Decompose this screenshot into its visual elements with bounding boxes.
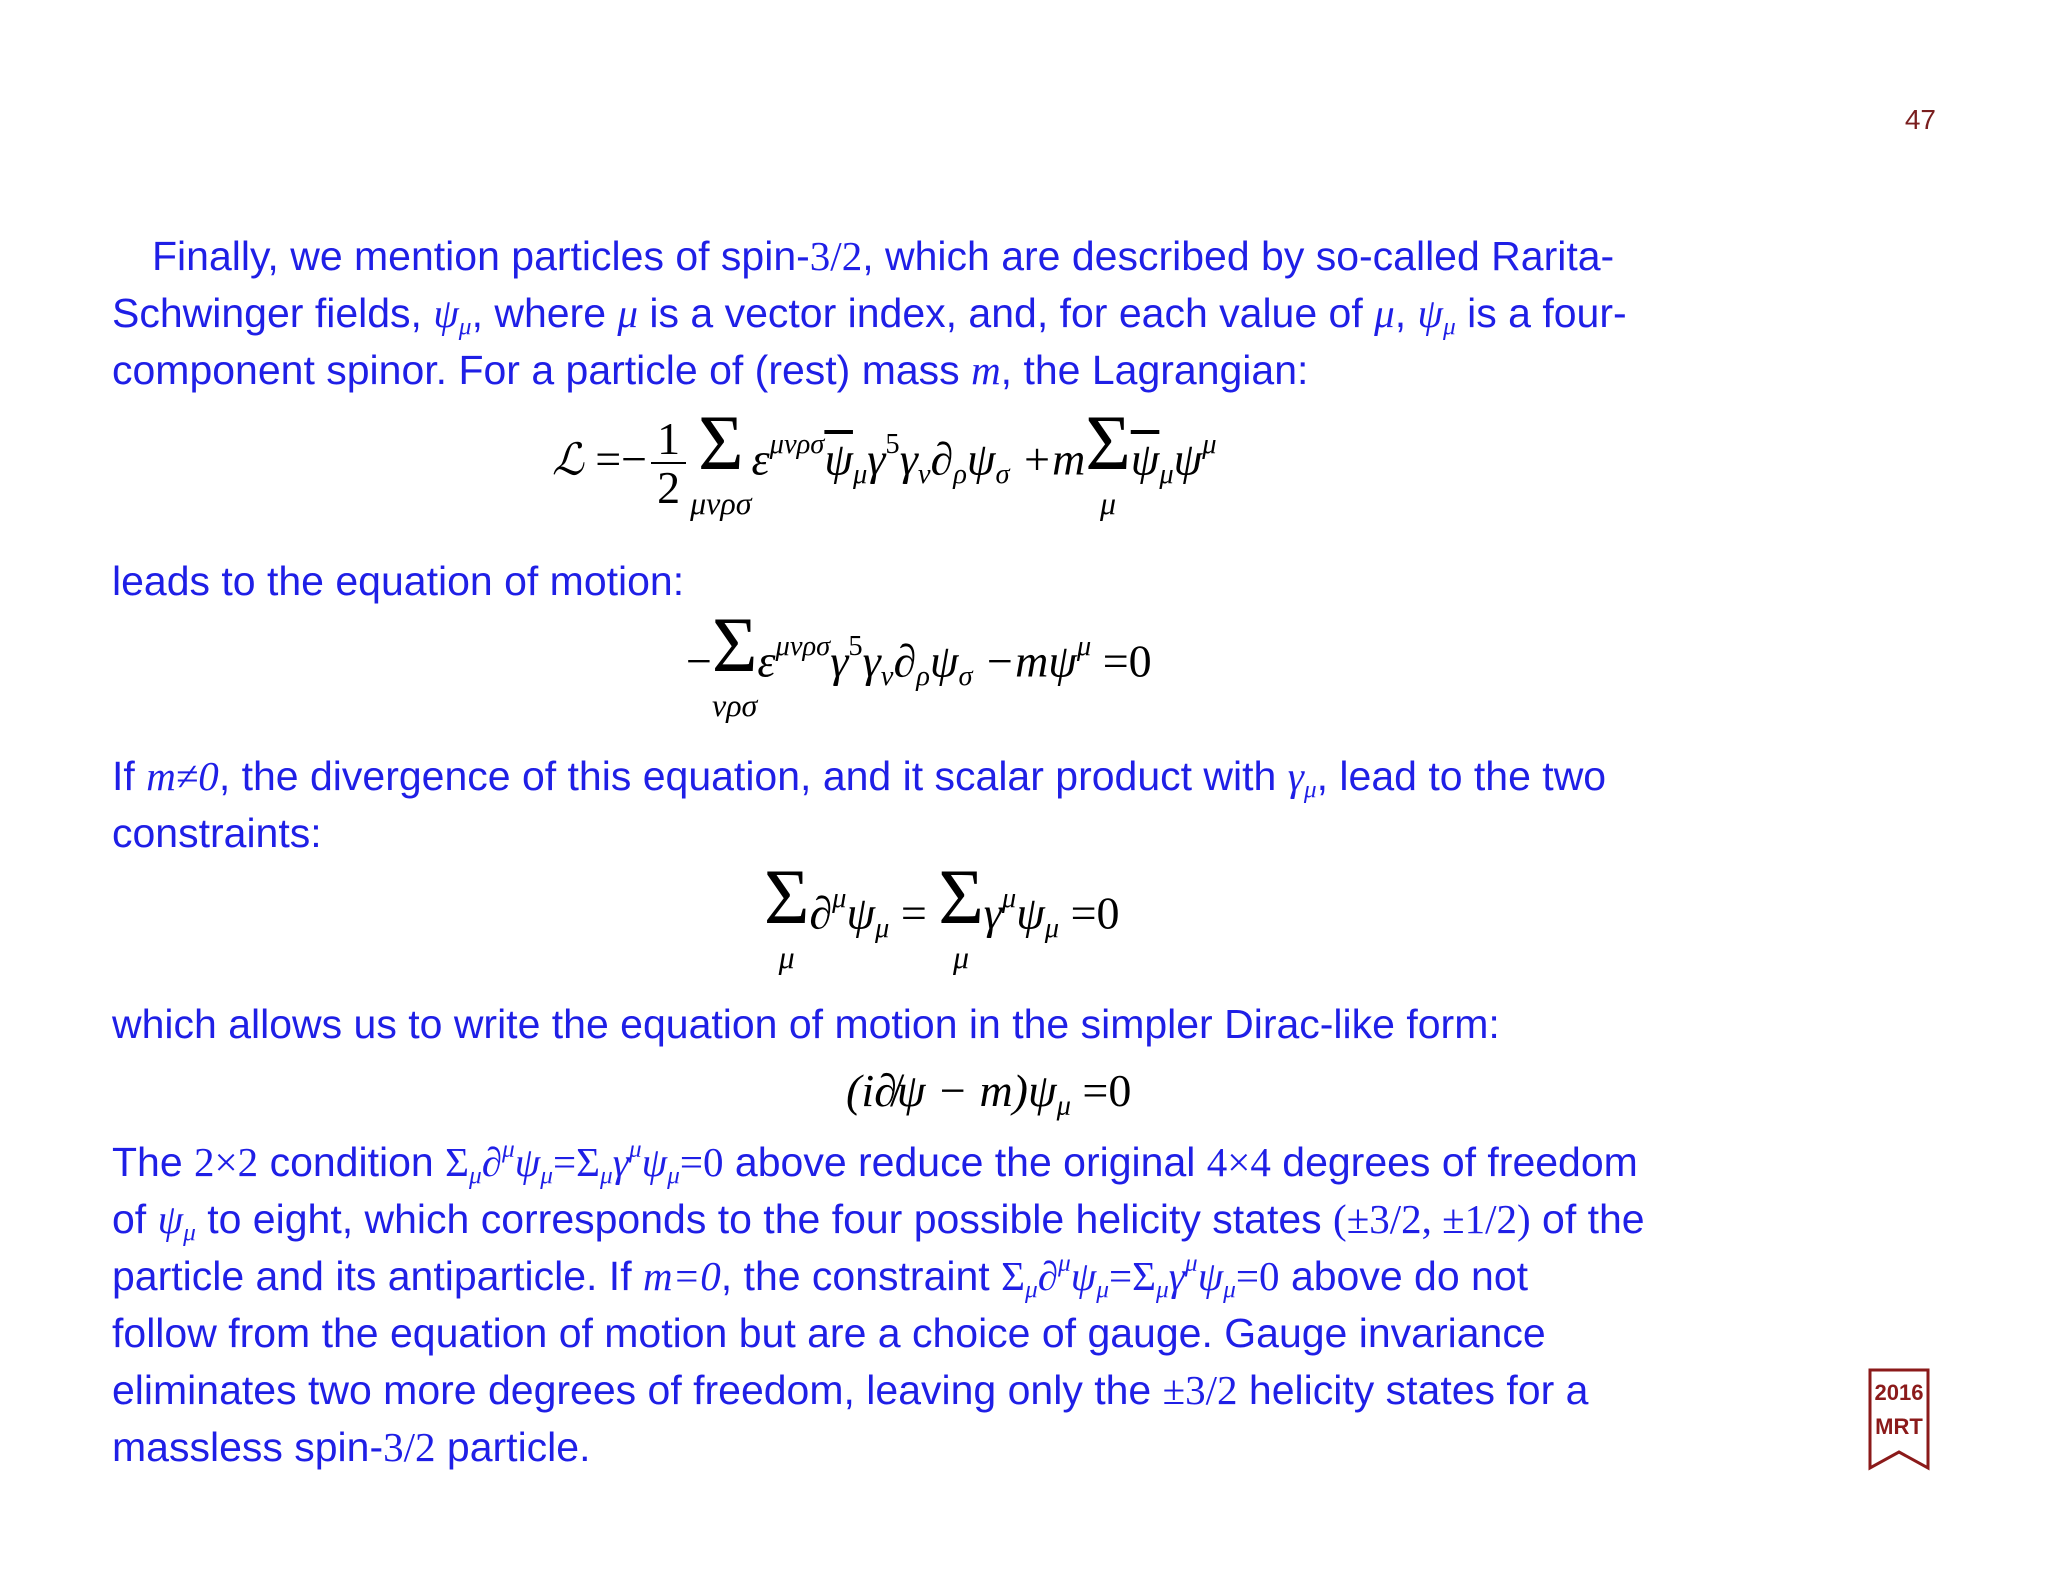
constraints-equation: Σ μ $\partial^\mu\psi_\mu$ = Σ μ $\gamma^\mu\psi_\mu =0$	[764, 853, 1120, 975]
paragraph-degrees-of-freedom: The 2×2 condition $\Sigma_\mu\partial^\mu\psi_\mu=\Sigma_\mu\gamma^\mu\psi_\mu=0$ above reduce the original 4×4 degrees of freedom of $\psi_\mu$ to eight, which corresponds to the four possible helicity states (±3/2, ±1/2) of the particle and its antiparticle. If m=0, the constraint $\Sigma_\mu\partial^\mu\psi_\mu=\Sigma_\mu\gamma^\mu\psi_\mu=0$ above do not follow from the equation of motion but are a choice of gauge. Gauge invariance eliminates two more degrees of freedom, leaving only the ±3/2 helicity states for a massless spin-3/2 particle.	[112, 1134, 1645, 1470]
paragraph-constraints-intro: If m≠0, the divergence of this equation, and it scalar product with $\gamma_\mu$, lead to the two constraints:	[112, 753, 1607, 856]
dirac-equation: (i∂̸ψ − $m)\psi_\mu =0$	[846, 1065, 1132, 1122]
logo-initials: MRT	[1875, 1414, 1923, 1439]
paragraph-dirac-intro: which allows us to write the equation of motion in the simpler Dirac-like form:	[112, 1001, 1500, 1047]
lagrangian-equation: ℒ =− $\frac{1}{2}$ Σ μνρσ $\varepsilon^{\mu\nu\rho\sigma}\overline{\psi}_\mu\gamma^5\gamma_\nu\partial_\rho\psi_\sigma +m$ Σ μ $\overline{\psi}_\mu\psi^\mu$	[552, 399, 1217, 521]
motion-equation: − Σ νρσ $\varepsilon^{\mu\nu\rho\sigma}\gamma^5\gamma_\nu\partial_\rho\psi_\sigma -m\psi^\mu =0$	[686, 601, 1152, 723]
paragraph-intro: Finally, we mention particles of spin-3/2, which are described by so-called Rarita- Schwinger fields, $\psi_\mu$, where μ is a vector index, and, for each value of μ, $\psi_\mu$ is a four- component spinor. For a particle of (rest) mass m, the Lagrangian:	[112, 233, 1627, 393]
page-number: 47	[1904, 104, 1936, 135]
logo-year: 2016	[1874, 1380, 1924, 1405]
mrt-logo	[1868, 1368, 1930, 1472]
paragraph-motion-intro: leads to the equation of motion:	[112, 558, 685, 604]
